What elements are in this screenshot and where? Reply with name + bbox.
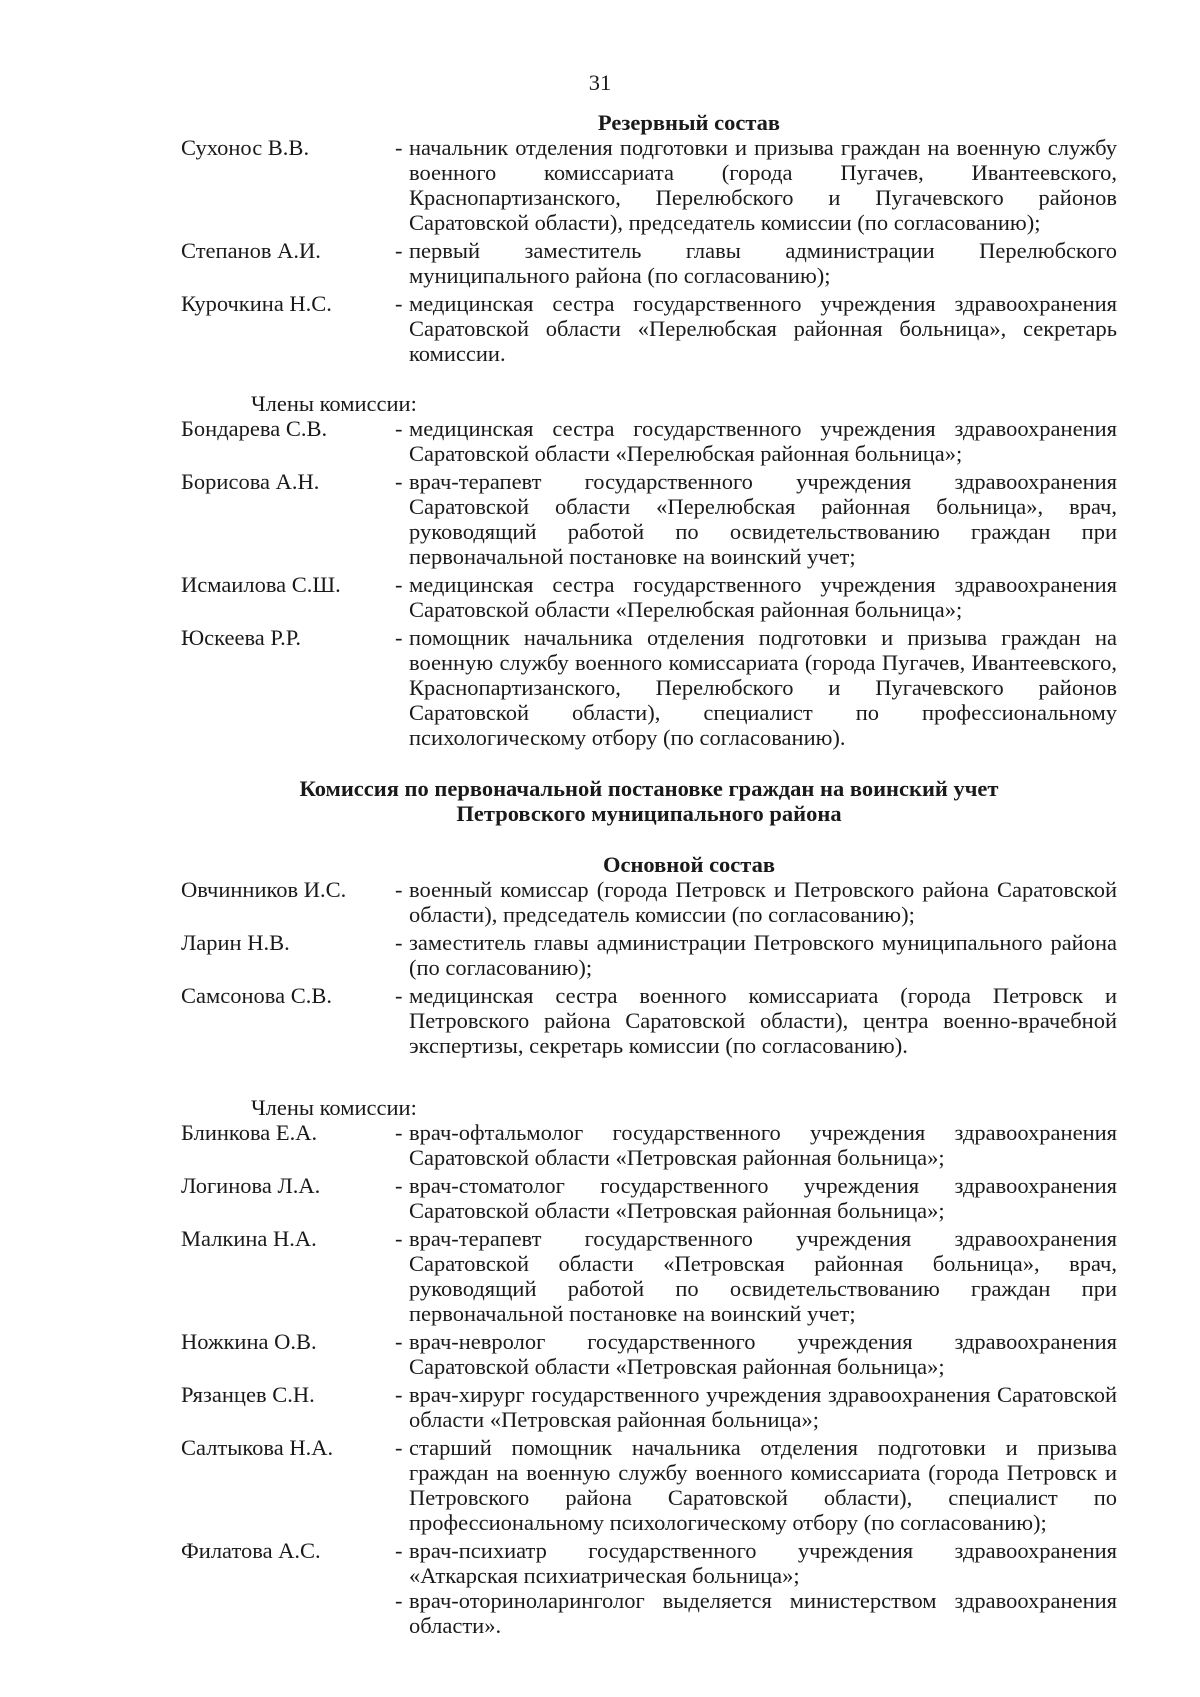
dash-marker: - xyxy=(395,1173,403,1198)
person-name: Овчинников И.С. xyxy=(181,877,347,902)
person-row xyxy=(181,983,1117,1058)
person-duties xyxy=(395,1538,1117,1638)
page-number: 31 xyxy=(588,70,612,95)
duty-text: врач-офтальмолог государственного учреждения здравоохранения Саратовской области «Петровская районная больница»; xyxy=(409,1120,1117,1170)
person-row xyxy=(181,930,1117,980)
duty-item xyxy=(395,930,1117,980)
person-duties xyxy=(395,1435,1117,1535)
duty-item xyxy=(395,625,1117,750)
main-section-title: Основной состав xyxy=(602,852,776,877)
person-duties xyxy=(395,1173,1117,1223)
person-duties xyxy=(395,1382,1117,1432)
person-name: Рязанцев С.Н. xyxy=(181,1382,315,1407)
dash-marker: - xyxy=(395,1226,403,1251)
person-name: Самсонова С.В. xyxy=(181,983,332,1008)
person-row xyxy=(181,625,1117,750)
person-duties xyxy=(395,238,1117,288)
person-row xyxy=(181,291,1117,366)
duty-item xyxy=(395,238,1117,288)
duty-text: врач-оториноларинголог выделяется министерством здравоохранения области». xyxy=(409,1588,1117,1638)
duty-item xyxy=(395,1588,1117,1638)
duty-item xyxy=(395,469,1117,569)
person-row xyxy=(181,1226,1117,1326)
duty-item xyxy=(395,572,1117,622)
dash-marker: - xyxy=(395,1329,403,1354)
duty-item xyxy=(395,1538,1117,1588)
duty-text: заместитель главы администрации Петровского муниципального района (по согласованию); xyxy=(409,930,1117,980)
commission-title-line2: Петровского муниципального района xyxy=(456,801,842,826)
person-duties xyxy=(395,291,1117,366)
person-duties xyxy=(395,1226,1117,1326)
person-name: Салтыкова Н.А. xyxy=(181,1435,334,1460)
person-row xyxy=(181,572,1117,622)
dash-marker: - xyxy=(395,625,403,650)
commission-title-line1: Комиссия по первоначальной постановке граждан на воинский учет xyxy=(299,776,999,801)
person-row xyxy=(181,1173,1117,1223)
person-row xyxy=(181,1329,1117,1379)
duty-item xyxy=(395,1226,1117,1326)
reserve-members-list xyxy=(181,416,1117,750)
dash-marker: - xyxy=(395,572,403,597)
duty-item xyxy=(395,135,1117,235)
person-name: Исмаилова С.Ш. xyxy=(181,572,341,597)
duty-text: врач-психиатр государственного учреждения здравоохранения «Аткарская психиатрическая больница»; xyxy=(409,1538,1117,1588)
dash-marker: - xyxy=(395,930,403,955)
dash-marker: - xyxy=(395,1435,403,1460)
person-name: Сухонос В.В. xyxy=(181,135,310,160)
dash-marker: - xyxy=(395,877,403,902)
duty-item xyxy=(395,1382,1117,1432)
person-name: Малкина Н.А. xyxy=(181,1226,317,1251)
duty-text: врач-невролог государственного учреждения здравоохранения Саратовской области «Петровская районная больница»; xyxy=(409,1329,1117,1379)
person-row xyxy=(181,135,1117,235)
duty-item xyxy=(395,1120,1117,1170)
person-name: Филатова А.С. xyxy=(181,1538,321,1563)
person-name: Курочкина Н.С. xyxy=(181,291,332,316)
person-name: Логинова Л.А. xyxy=(181,1173,321,1198)
person-name: Бондарева С.В. xyxy=(181,416,328,441)
person-duties xyxy=(395,930,1117,980)
reserve-core-list xyxy=(181,135,1117,366)
reserve-section-title: Резервный состав xyxy=(597,110,781,135)
duty-text: медицинская сестра военного комиссариата (города Петровск и Петровского района Саратовской области), центра военно-врачебной экспертизы, секретарь комиссии (по согласованию). xyxy=(409,983,1117,1058)
duty-text: первый заместитель главы администрации Перелюбского муниципального района (по согласованию); xyxy=(409,238,1117,288)
person-duties xyxy=(395,1120,1117,1170)
person-duties xyxy=(395,877,1117,927)
duty-item xyxy=(395,416,1117,466)
person-name: Юскеева Р.Р. xyxy=(181,625,302,650)
dash-marker: - xyxy=(395,291,403,316)
main-core-list xyxy=(181,877,1117,1058)
dash-marker: - xyxy=(395,135,403,160)
person-duties xyxy=(395,469,1117,569)
person-row xyxy=(181,1538,1117,1638)
dash-marker: - xyxy=(395,1382,403,1407)
reserve-members-label: Члены комиссии: xyxy=(251,391,417,416)
main-members-list xyxy=(181,1120,1117,1638)
person-duties xyxy=(395,625,1117,750)
dash-marker: - xyxy=(395,416,403,441)
person-row xyxy=(181,238,1117,288)
duty-text: врач-стоматолог государственного учреждения здравоохранения Саратовской области «Петровская районная больница»; xyxy=(409,1173,1117,1223)
person-duties xyxy=(395,135,1117,235)
duty-text: помощник начальника отделения подготовки и призыва граждан на военную службу военного комиссариата (города Пугачев, Ивантеевского, Краснопартизанского, Перелюбского и Пугачевского районов Саратовской области), специалист по профессиональному психологическому отбору (по согласованию). xyxy=(409,625,1117,750)
person-duties xyxy=(395,416,1117,466)
duty-text: медицинская сестра государственного учреждения здравоохранения Саратовской области «Перелюбская районная больница»; xyxy=(409,416,1117,466)
duty-item xyxy=(395,1329,1117,1379)
duty-text: медицинская сестра государственного учреждения здравоохранения Саратовской области «Перелюбская районная больница», секретарь комиссии. xyxy=(409,291,1117,366)
person-row xyxy=(181,416,1117,466)
person-name: Блинкова Е.А. xyxy=(181,1120,318,1145)
person-duties xyxy=(395,1329,1117,1379)
person-row xyxy=(181,877,1117,927)
person-duties xyxy=(395,572,1117,622)
person-name: Борисова А.Н. xyxy=(181,469,320,494)
duty-text: медицинская сестра государственного учреждения здравоохранения Саратовской области «Перелюбская районная больница»; xyxy=(409,572,1117,622)
dash-marker: - xyxy=(395,983,403,1008)
duty-text: врач-терапевт государственного учреждения здравоохранения Саратовской области «Петровская районная больница», врач, руководящий работой по освидетельствованию граждан при первоначальной постановке на воинский учет; xyxy=(409,1226,1117,1326)
person-duties xyxy=(395,983,1117,1058)
duty-text: врач-хирург государственного учреждения здравоохранения Саратовской области «Петровская районная больница»; xyxy=(409,1382,1117,1432)
main-members-label: Члены комиссии: xyxy=(251,1095,417,1120)
duty-text: военный комиссар (города Петровск и Петровского района Саратовской области), председатель комиссии (по согласованию); xyxy=(409,877,1117,927)
person-name: Степанов А.И. xyxy=(181,238,321,263)
dash-marker: - xyxy=(395,1538,403,1563)
document-body xyxy=(181,110,1117,1638)
duty-item xyxy=(395,1173,1117,1223)
person-row xyxy=(181,1382,1117,1432)
duty-item xyxy=(395,1435,1117,1535)
dash-marker: - xyxy=(395,469,403,494)
person-row xyxy=(181,469,1117,569)
duty-text: врач-терапевт государственного учреждения здравоохранения Саратовской области «Перелюбская районная больница», врач, руководящий работой по освидетельствованию граждан при первоначальной постановке на воинский учет; xyxy=(409,469,1117,569)
dash-marker: - xyxy=(395,1588,403,1613)
dash-marker: - xyxy=(395,238,403,263)
duty-item xyxy=(395,877,1117,927)
person-row xyxy=(181,1120,1117,1170)
person-name: Ларин Н.В. xyxy=(181,930,290,955)
person-row xyxy=(181,1435,1117,1535)
person-name: Ножкина О.В. xyxy=(181,1329,317,1354)
dash-marker: - xyxy=(395,1120,403,1145)
duty-item xyxy=(395,983,1117,1058)
duty-text: старший помощник начальника отделения подготовки и призыва граждан на военную службу военного комиссариата (города Петровск и Петровского района Саратовской области), специалист по профессиональному психологическому отбору (по согласованию); xyxy=(409,1435,1117,1535)
duty-item xyxy=(395,291,1117,366)
duty-text: начальник отделения подготовки и призыва граждан на военную службу военного комиссариата (города Пугачев, Ивантеевского, Краснопартизанского, Перелюбского и Пугачевского районов Саратовской области), председатель комиссии (по согласованию); xyxy=(409,135,1117,235)
